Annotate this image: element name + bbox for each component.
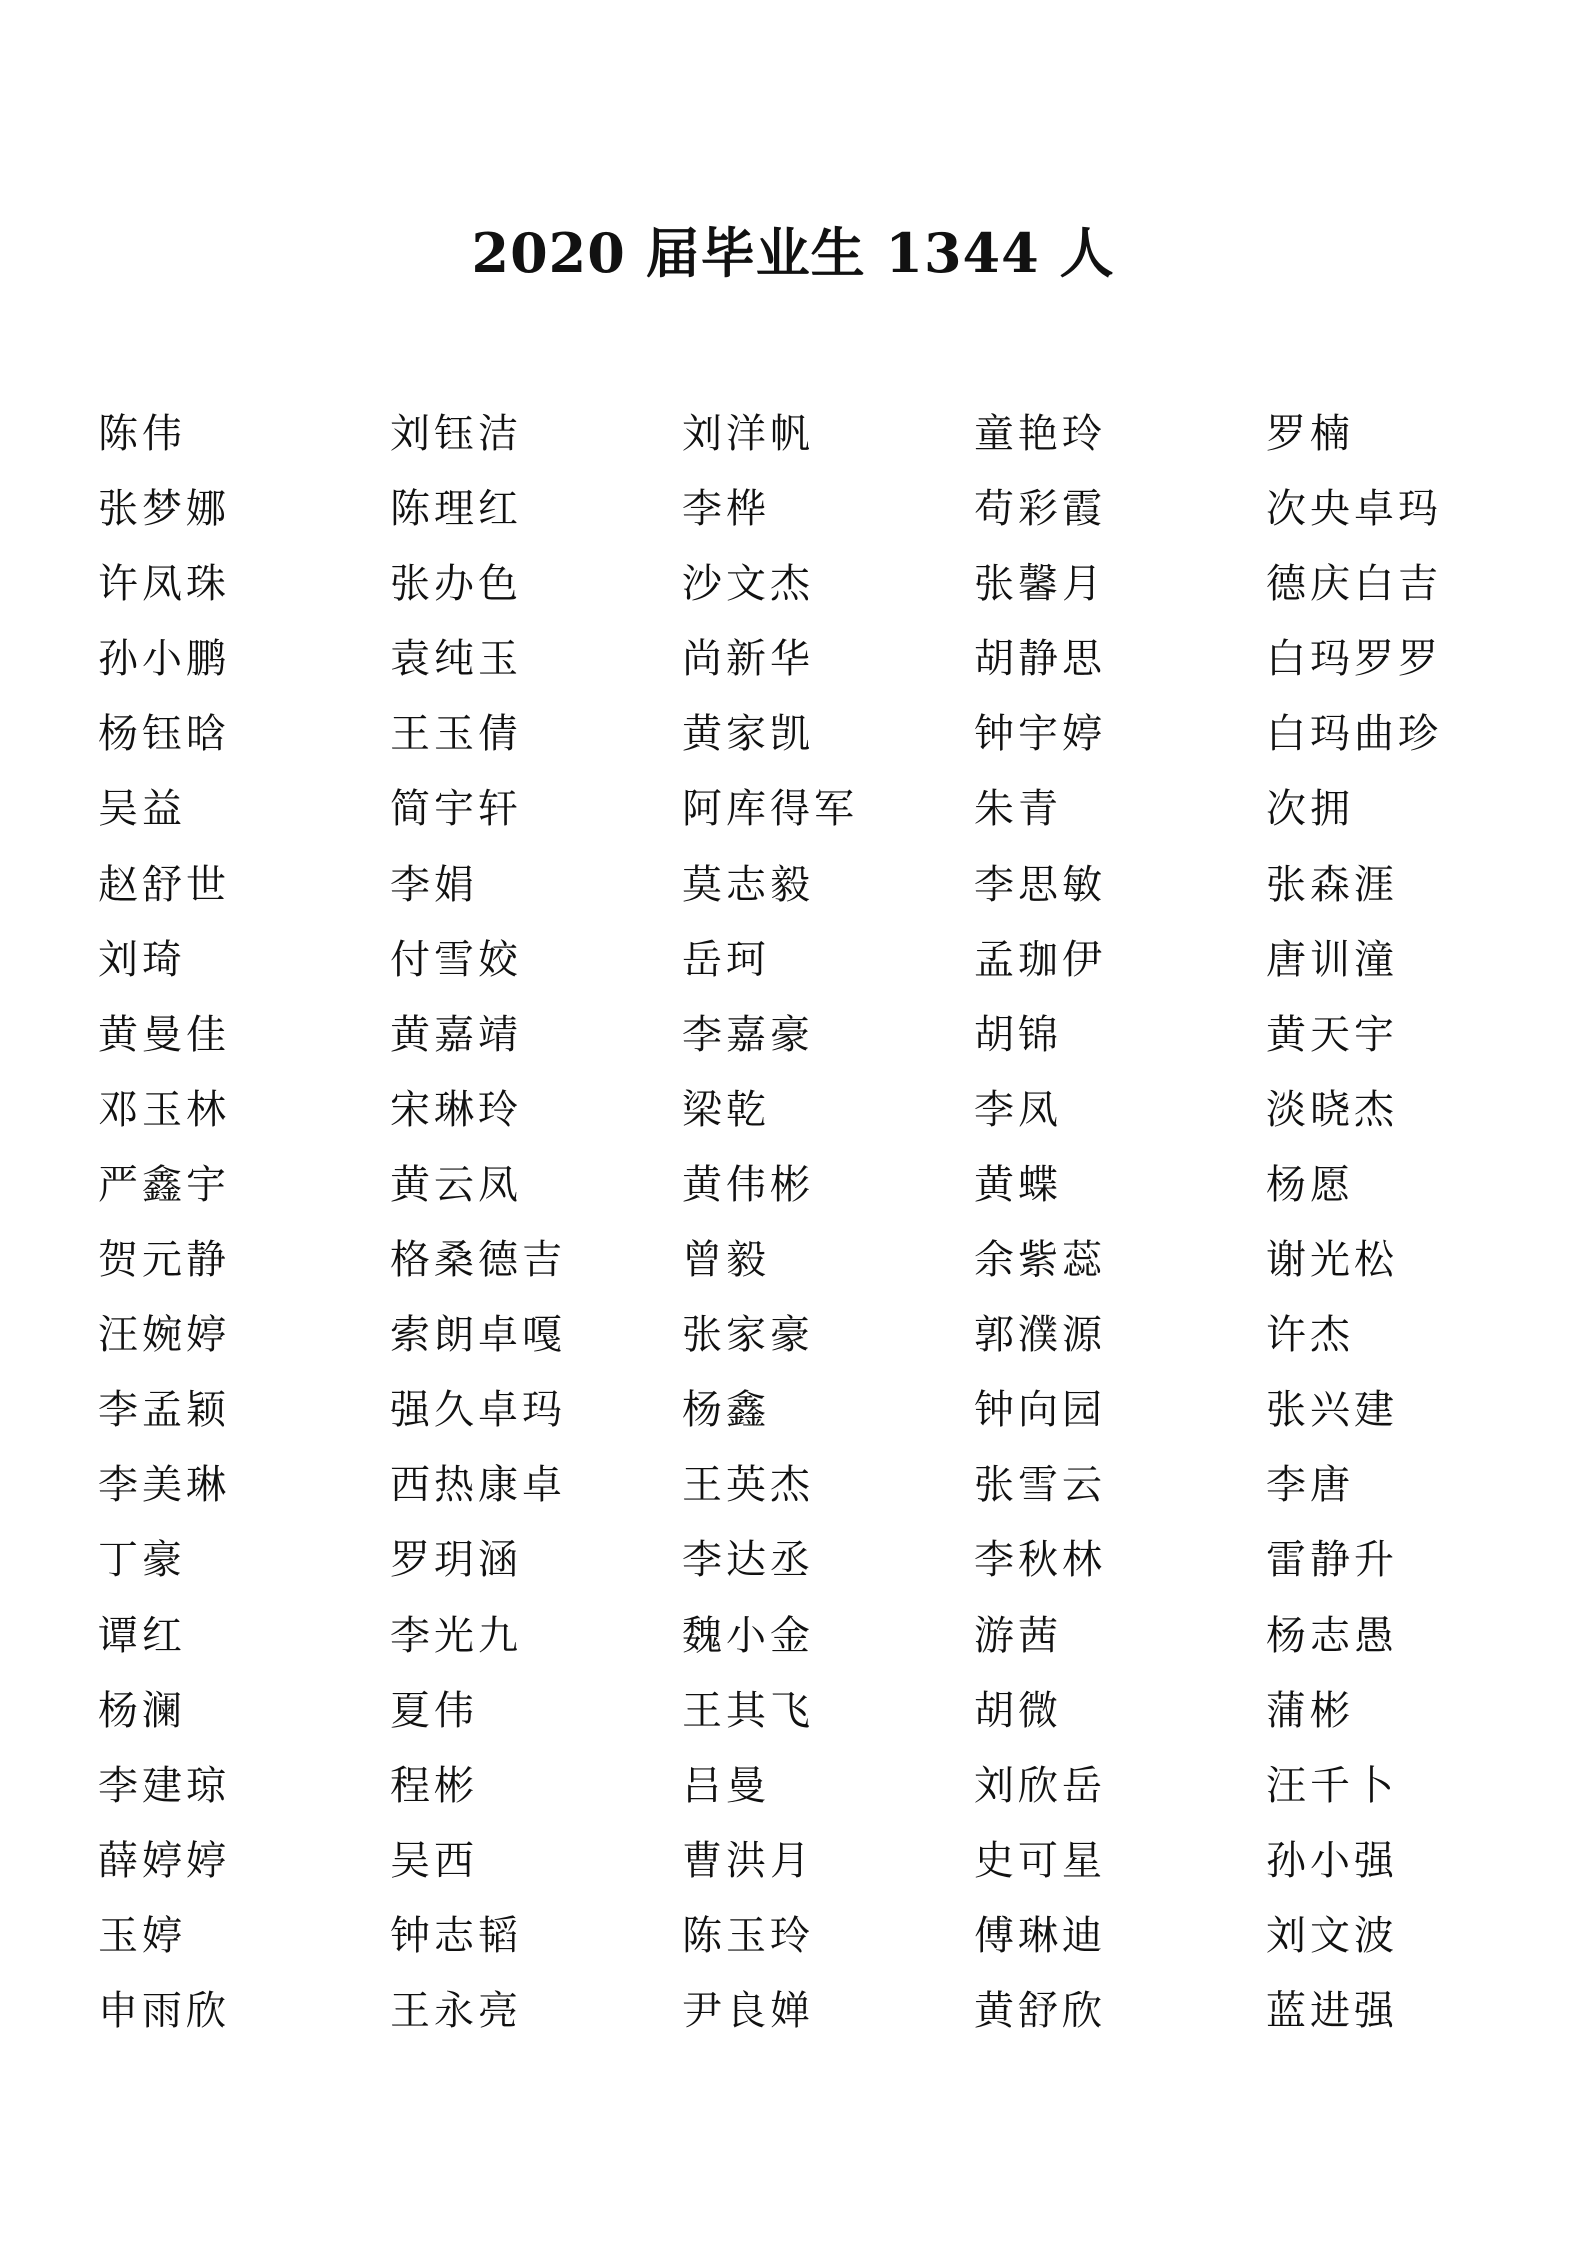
graduate-name: 白玛曲珍 [1266, 711, 1442, 758]
graduate-name: 罗楠 [1266, 411, 1354, 457]
graduate-name: 强久卓玛 [390, 1387, 566, 1434]
graduate-name: 游茜 [974, 1612, 1062, 1659]
graduate-name: 王玉倩 [390, 711, 522, 758]
graduate-name: 苟彩霞 [974, 486, 1106, 533]
graduate-name: 玉婷 [98, 1912, 186, 1959]
graduate-name: 李娟 [390, 861, 478, 908]
graduate-name: 陈理红 [390, 486, 522, 533]
graduate-name: 李思敏 [974, 861, 1106, 908]
graduate-name: 李唐 [1266, 1462, 1354, 1509]
graduate-name: 孙小强 [1266, 1837, 1398, 1884]
graduate-name: 魏小金 [682, 1612, 814, 1659]
graduate-name: 德庆白吉 [1266, 561, 1442, 608]
graduate-name: 钟向园 [974, 1387, 1106, 1434]
graduate-name: 黄天宇 [1266, 1011, 1398, 1058]
graduate-name: 刘钰洁 [390, 411, 522, 457]
graduate-name: 胡锦 [974, 1011, 1062, 1058]
graduate-name: 李孟颖 [98, 1387, 230, 1434]
graduate-name: 夏伟 [390, 1687, 478, 1734]
graduate-name: 袁纯玉 [390, 636, 522, 683]
graduate-name: 宋琳玲 [390, 1086, 522, 1133]
graduate-name: 谭红 [98, 1612, 186, 1659]
graduate-name: 张梦娜 [98, 486, 230, 533]
graduate-name: 张森涯 [1266, 861, 1398, 908]
graduate-name: 岳珂 [682, 936, 770, 983]
graduate-name: 汪千卜 [1266, 1762, 1398, 1809]
graduate-name: 申雨欣 [98, 1987, 230, 2034]
graduate-name: 李达丞 [682, 1537, 814, 1584]
graduate-name: 张馨月 [974, 561, 1106, 608]
graduate-name: 余紫蕊 [974, 1237, 1106, 1284]
graduate-name: 张家豪 [682, 1312, 814, 1359]
graduate-name: 李凤 [974, 1086, 1062, 1133]
graduate-name: 郭濮源 [974, 1312, 1106, 1359]
graduate-name: 薛婷婷 [98, 1837, 230, 1884]
graduate-name: 赵舒世 [98, 861, 230, 908]
graduate-name: 曹洪月 [682, 1837, 814, 1884]
graduate-name: 李光九 [390, 1612, 522, 1659]
graduate-name: 陈玉玲 [682, 1912, 814, 1959]
graduate-name: 吕曼 [682, 1762, 770, 1809]
graduate-name: 朱青 [974, 786, 1062, 833]
graduate-name: 童艳玲 [974, 411, 1106, 457]
graduate-name: 刘欣岳 [974, 1762, 1106, 1809]
page-title: 2020 届毕业生 1344 人 [471, 221, 1115, 285]
graduate-name: 格桑德吉 [390, 1237, 566, 1284]
graduate-name: 张雪云 [974, 1462, 1106, 1509]
graduate-name: 黄云凤 [390, 1161, 522, 1208]
graduate-name: 程彬 [390, 1762, 478, 1809]
graduate-name: 索朗卓嘎 [390, 1312, 566, 1359]
graduate-name: 刘洋帆 [682, 411, 814, 457]
graduate-name: 李嘉豪 [682, 1011, 814, 1058]
graduate-name: 钟宇婷 [974, 711, 1106, 758]
graduate-name: 西热康卓 [390, 1462, 566, 1509]
graduate-name: 黄嘉靖 [390, 1011, 522, 1058]
graduate-name: 付雪姣 [390, 936, 522, 983]
graduate-name: 梁乾 [682, 1086, 770, 1133]
graduate-name: 黄伟彬 [682, 1161, 814, 1208]
graduate-name: 孟珈伊 [974, 936, 1106, 983]
graduate-name: 李秋林 [974, 1537, 1106, 1584]
graduate-name: 丁豪 [98, 1537, 186, 1584]
graduate-name: 严鑫宇 [98, 1161, 230, 1208]
graduate-name: 蒲彬 [1266, 1687, 1354, 1734]
graduate-name: 次央卓玛 [1266, 486, 1442, 533]
graduate-name: 蓝进强 [1266, 1987, 1398, 2034]
graduate-name: 黄蝶 [974, 1161, 1062, 1208]
graduate-name: 许凤珠 [98, 561, 230, 608]
graduate-name: 胡微 [974, 1687, 1062, 1734]
graduate-name: 李桦 [682, 486, 770, 533]
graduate-name: 杨澜 [98, 1687, 186, 1734]
graduate-name: 吴益 [98, 786, 186, 833]
graduate-name: 李美琳 [98, 1462, 230, 1509]
graduate-name: 次拥 [1266, 786, 1354, 833]
graduate-name: 傅琳迪 [974, 1912, 1106, 1959]
graduate-name: 钟志韬 [390, 1912, 522, 1959]
graduate-name: 莫志毅 [682, 861, 814, 908]
graduate-name: 邓玉林 [98, 1086, 230, 1133]
graduate-name: 杨鑫 [682, 1387, 770, 1434]
graduate-name: 唐训潼 [1266, 936, 1398, 983]
graduate-name: 胡静思 [974, 636, 1106, 683]
graduate-name: 张办色 [390, 561, 522, 608]
graduate-name: 汪婉婷 [98, 1312, 230, 1359]
graduate-name: 黄曼佳 [98, 1011, 230, 1058]
graduate-name: 李建琼 [98, 1762, 230, 1809]
graduate-name: 阿库得军 [682, 786, 858, 833]
graduate-name: 尹良婵 [682, 1987, 814, 2034]
graduate-name: 淡晓杰 [1266, 1086, 1398, 1133]
graduate-name: 孙小鹏 [98, 636, 230, 683]
graduate-name: 杨愿 [1266, 1161, 1354, 1208]
graduate-name: 罗玥涵 [390, 1537, 522, 1584]
graduate-names-list [98, 397, 1558, 2049]
graduate-name: 杨钰晗 [98, 711, 230, 758]
graduate-name: 黄家凯 [682, 711, 814, 758]
graduate-name: 贺元静 [98, 1237, 230, 1284]
graduate-name: 许杰 [1266, 1312, 1354, 1359]
graduate-name: 雷静升 [1266, 1537, 1398, 1584]
graduate-name: 刘文波 [1266, 1912, 1398, 1959]
graduate-name: 陈伟 [98, 411, 186, 457]
graduate-name: 吴西 [390, 1837, 478, 1884]
graduate-name: 史可星 [974, 1837, 1106, 1884]
graduate-name: 谢光松 [1266, 1237, 1398, 1284]
graduate-name: 杨志愚 [1266, 1612, 1398, 1659]
graduate-name: 尚新华 [682, 636, 814, 683]
graduate-name: 刘琦 [98, 936, 186, 983]
graduate-name: 曾毅 [682, 1237, 770, 1284]
graduate-name: 沙文杰 [682, 561, 814, 608]
graduate-name: 王其飞 [682, 1687, 814, 1734]
graduate-name: 白玛罗罗 [1266, 636, 1442, 683]
graduate-name: 王英杰 [682, 1462, 814, 1509]
graduate-name: 黄舒欣 [974, 1987, 1106, 2034]
graduate-name: 简宇轩 [390, 786, 522, 833]
graduate-name: 王永亮 [390, 1987, 522, 2034]
graduate-name: 张兴建 [1266, 1387, 1398, 1434]
